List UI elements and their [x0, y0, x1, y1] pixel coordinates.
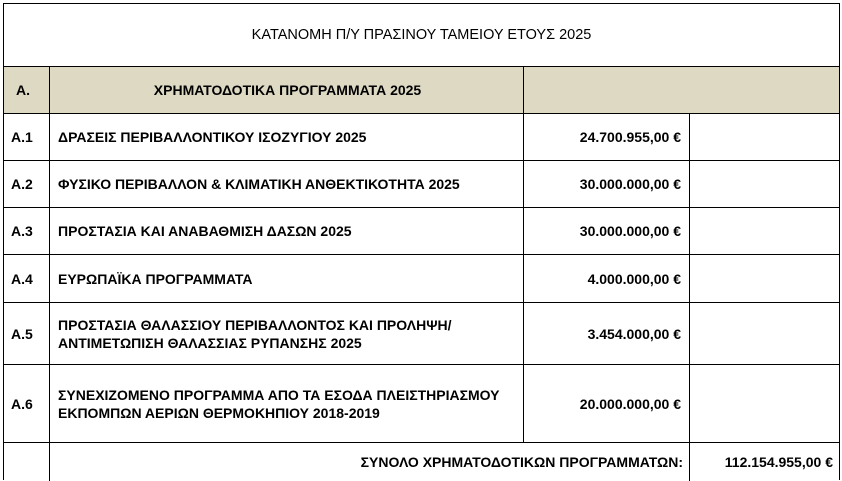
row-amount: 30.000.000,00 € — [524, 208, 690, 254]
row-amount: 4.000.000,00 € — [524, 255, 690, 302]
row-empty-cell — [690, 255, 839, 302]
row-empty-cell — [690, 208, 839, 254]
row-code: Α.6 — [4, 365, 50, 442]
row-code: Α.5 — [4, 303, 50, 364]
row-code: Α.3 — [4, 208, 50, 254]
row-empty-cell — [690, 365, 839, 442]
total-label: ΣΥΝΟΛΟ ΧΡΗΜΑΤΟΔΟΤΙΚΩΝ ΠΡΟΓΡΑΜΜΑΤΩΝ: — [50, 443, 690, 481]
budget-table — [3, 3, 840, 480]
total-row — [4, 443, 839, 481]
row-empty-cell — [690, 161, 839, 207]
row-code: Α.2 — [4, 161, 50, 207]
row-empty-cell — [690, 114, 839, 160]
row-amount: 20.000.000,00 € — [524, 365, 690, 442]
table-row — [4, 303, 839, 365]
section-label: ΧΡΗΜΑΤΟΔΟΤΙΚΑ ΠΡΟΓΡΑΜΜΑΤΑ 2025 — [50, 67, 524, 113]
table-row — [4, 161, 839, 208]
section-header-row — [4, 67, 839, 114]
table-row — [4, 114, 839, 161]
total-empty-cell — [4, 443, 50, 481]
row-label: ΕΥΡΩΠΑΪΚΑ ΠΡΟΓΡΑΜΜΑΤΑ — [50, 255, 524, 302]
title-row — [4, 4, 839, 67]
row-code: Α.1 — [4, 114, 50, 160]
table-row — [4, 208, 839, 255]
row-label: ΣΥΝΕΧΙΖΟΜΕΝΟ ΠΡΟΓΡΑΜΜΑ ΑΠΟ ΤΑ ΕΣΟΔΑ ΠΛΕΙΣΤΗΡΙΑΣΜΟΥ ΕΚΠΟΜΠΩΝ ΑΕΡΙΩΝ ΘΕΡΜΟΚΗΠΙΟΥ 2018-2019 — [50, 365, 524, 442]
row-empty-cell — [690, 303, 839, 364]
row-label: ΔΡΑΣΕΙΣ ΠΕΡΙΒΑΛΛΟΝΤΙΚΟΥ ΙΣΟΖΥΓΙΟΥ 2025 — [50, 114, 524, 160]
section-code: Α. — [4, 67, 50, 113]
table-title: ΚΑΤΑΝΟΜΗ Π/Υ ΠΡΑΣΙΝΟΥ ΤΑΜΕΙΟΥ ΕΤΟΥΣ 2025 — [251, 27, 592, 43]
row-label: ΦΥΣΙΚΟ ΠΕΡΙΒΑΛΛΟΝ & ΚΛΙΜΑΤΙΚΗ ΑΝΘΕΚΤΙΚΟΤΗΤΑ 2025 — [50, 161, 524, 207]
row-amount: 3.454.000,00 € — [524, 303, 690, 364]
table-row — [4, 365, 839, 443]
row-amount: 30.000.000,00 € — [524, 161, 690, 207]
row-label: ΠΡΟΣΤΑΣΙΑ ΘΑΛΑΣΣΙΟΥ ΠΕΡΙΒΑΛΛΟΝΤΟΣ ΚΑΙ ΠΡΟΛΗΨΗ/ΑΝΤΙΜΕΤΩΠΙΣΗ ΘΑΛΑΣΣΙΑΣ ΡΥΠΑΝΣΗΣ 2025 — [50, 303, 524, 364]
row-code: Α.4 — [4, 255, 50, 302]
row-amount: 24.700.955,00 € — [524, 114, 690, 160]
total-value: 112.154.955,00 € — [724, 454, 833, 470]
row-label: ΠΡΟΣΤΑΣΙΑ ΚΑΙ ΑΝΑΒΑΘΜΙΣΗ ΔΑΣΩΝ 2025 — [50, 208, 524, 254]
table-row — [4, 255, 839, 303]
